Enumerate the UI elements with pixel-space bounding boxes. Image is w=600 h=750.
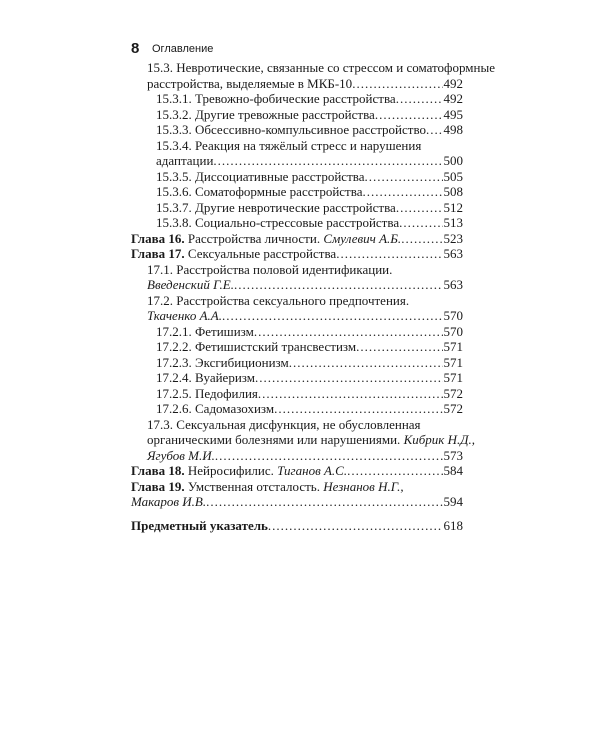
- toc-entry-text: 15.3.3. Обсессивно-компульсивное расстройство: [156, 122, 426, 137]
- toc-entry-text: 15.3.1. Тревожно-фобические расстройства: [156, 91, 396, 106]
- toc-entry-text: 17.2.5. Педофилия: [156, 385, 258, 401]
- leader-dots: [206, 494, 442, 510]
- toc-chapter-16: [131, 231, 463, 247]
- page-ref: 584: [443, 463, 463, 478]
- leader-dots: [268, 518, 443, 534]
- page-number: 8: [131, 40, 140, 57]
- toc-entry-17-2-2: [131, 339, 463, 355]
- leader-dots: [396, 200, 443, 216]
- table-of-contents: [131, 60, 495, 533]
- toc-entry-text: 17.2.1. Фетишизм: [156, 323, 254, 339]
- page-ref: 505: [443, 168, 463, 184]
- leader-dots: [289, 355, 443, 371]
- toc-entry-15-3-6: [131, 184, 463, 200]
- page-ref: 513: [443, 215, 463, 230]
- page-ref: 618: [443, 517, 463, 533]
- page-ref: 500: [443, 153, 463, 168]
- page-ref: 512: [443, 199, 463, 215]
- page-ref: 571: [443, 354, 463, 370]
- toc-entry-text: 15.3.6. Соматоформные расстройства: [156, 184, 363, 199]
- chapter-title: Расстройства личности.: [187, 230, 321, 246]
- leader-dots: [352, 76, 442, 92]
- page-ref: 571: [443, 339, 463, 354]
- toc-chapter-18: [131, 463, 463, 479]
- leader-dots: [336, 246, 442, 262]
- leader-dots: [426, 122, 443, 138]
- toc-entry-17-2: [131, 293, 463, 324]
- toc-entry-15-3-8: [131, 215, 463, 231]
- toc-entry-text: 15.3. Невротические, связанные со стрессом и соматоформные: [147, 60, 495, 75]
- toc-entry-text: 17.2.4. Вуайеризм: [156, 370, 255, 385]
- page-ref: 492: [443, 91, 463, 106]
- toc-entry-author: Ткаченко А.А.: [147, 308, 222, 323]
- chapter-author: Смулевич А.Б.: [323, 230, 402, 246]
- page-ref: 508: [443, 184, 463, 199]
- running-header: Оглавление: [152, 43, 214, 55]
- leader-dots: [234, 277, 443, 293]
- toc-subject-index: [131, 518, 463, 534]
- toc-entry-17-2-4: [131, 370, 463, 386]
- page-ref: 570: [443, 308, 463, 323]
- leader-dots: [258, 386, 443, 402]
- chapter-title: Нейросифилис.: [187, 463, 274, 478]
- leader-dots: [356, 339, 442, 355]
- leader-dots: [362, 184, 442, 200]
- page-ref: 523: [443, 230, 463, 246]
- page-ref: 495: [443, 106, 463, 122]
- page-ref: 563: [443, 246, 463, 261]
- toc-entry-text: 17.3. Сексуальная дисфункция, не обусловленная: [147, 416, 421, 432]
- toc-entry-17-1: [131, 262, 463, 293]
- toc-entry-15-3-7: [131, 200, 463, 216]
- toc-entry-17-2-3: [131, 355, 463, 371]
- chapter-label: Глава 18.: [131, 463, 185, 478]
- toc-entry-15-3-2: [131, 107, 463, 123]
- toc-entry-text: 17.2.6. Садомазохизм: [156, 401, 275, 416]
- page-ref: 594: [443, 494, 463, 509]
- toc-entry-17-2-1: [131, 324, 463, 340]
- toc-entry-15-3: [131, 60, 495, 91]
- chapter-label: Глава 19.: [131, 478, 185, 494]
- toc-entry-15-3-3: [131, 122, 463, 138]
- leader-dots: [254, 324, 443, 340]
- leader-dots: [274, 401, 442, 417]
- toc-entry-author: Кибрик Н.Д.,: [403, 432, 475, 447]
- page-ref: 563: [443, 277, 463, 292]
- page-ref: 572: [443, 385, 463, 401]
- toc-entry-15-3-5: [131, 169, 463, 185]
- toc-entry-text: 15.3.8. Социально-стрессовые расстройства: [156, 215, 400, 230]
- toc-entry-17-2-6: [131, 401, 463, 417]
- chapter-title: Сексуальные расстройства: [187, 246, 337, 261]
- toc-entry-text: 15.3.5. Диссоциативные расстройства: [156, 168, 365, 184]
- toc-entry-15-3-1: [131, 91, 463, 107]
- toc-entry-text: 17.2. Расстройства сексуального предпочтения.: [147, 292, 410, 308]
- chapter-title: Умственная отсталость.: [187, 478, 320, 494]
- page-ref: 570: [443, 323, 463, 339]
- toc-entry-text: адаптации: [156, 153, 214, 168]
- toc-entry-text: 17.1. Расстройства половой идентификации.: [147, 261, 393, 277]
- page-ref: 571: [443, 370, 463, 385]
- leader-dots: [213, 153, 442, 169]
- leader-dots: [215, 448, 443, 464]
- chapter-author: Макаров И.В.: [131, 494, 207, 509]
- chapter-label: Глава 17.: [131, 246, 185, 261]
- leader-dots: [222, 308, 443, 324]
- toc-entry-15-3-4: [131, 138, 463, 169]
- toc-entry-17-3: [131, 416, 475, 464]
- chapter-author: Незнанов Н.Г.,: [323, 478, 404, 494]
- leader-dots: [347, 463, 442, 479]
- toc-entry-text: 15.3.7. Другие невротические расстройства: [156, 199, 396, 215]
- toc-chapter-19: [131, 479, 463, 510]
- toc-entry-17-2-5: [131, 386, 463, 402]
- page-ref: 492: [443, 75, 463, 91]
- leader-dots: [396, 91, 443, 107]
- toc-entry-text: 17.2.3. Эксгибиционизм: [156, 354, 289, 370]
- page-ref: 572: [443, 401, 463, 416]
- toc-entry-text: расстройства, выделяемые в МКБ-10: [147, 75, 353, 91]
- toc-entry-text: 17.2.2. Фетишистский трансвестизм: [156, 339, 357, 354]
- toc-chapter-17: [131, 246, 463, 262]
- leader-dots: [399, 215, 442, 231]
- toc-entry-text: органическими болезнями или нарушениями.: [147, 432, 401, 447]
- leader-dots: [401, 231, 442, 247]
- index-title: Предметный указатель: [131, 517, 268, 533]
- toc-entry-author: Введенский Г.Е.: [147, 277, 234, 292]
- toc-entry-text: 15.3.4. Реакция на тяжёлый стресс и нарушения: [156, 137, 422, 153]
- toc-entry-text: 15.3.2. Другие тревожные расстройства: [156, 106, 375, 122]
- leader-dots: [365, 169, 443, 185]
- toc-entry-author: Ягубов М.И.: [147, 447, 215, 463]
- page-ref: 498: [443, 122, 463, 137]
- leader-dots: [255, 370, 443, 386]
- page-ref: 573: [443, 447, 463, 463]
- leader-dots: [375, 107, 443, 123]
- chapter-author: Тиганов А.С.: [277, 463, 348, 478]
- chapter-label: Глава 16.: [131, 230, 185, 246]
